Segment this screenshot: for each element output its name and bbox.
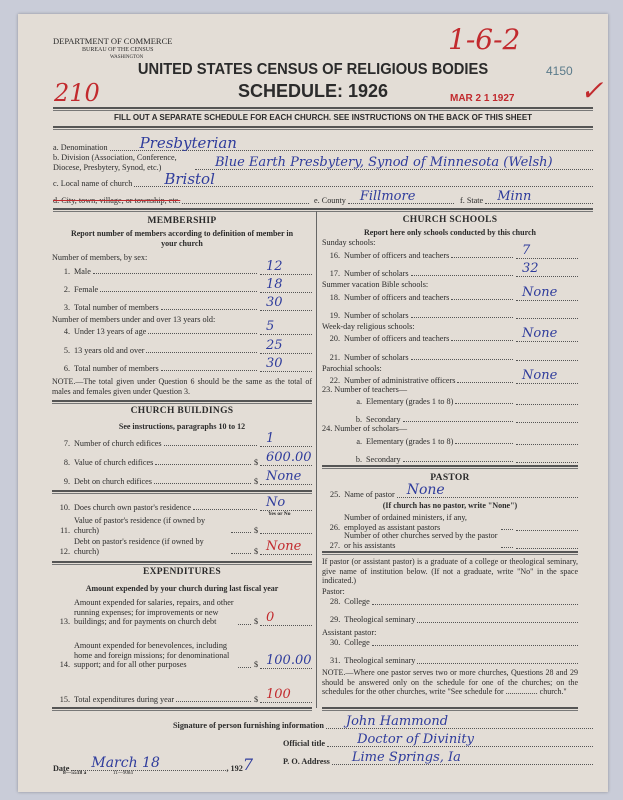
dotted-leader (193, 509, 257, 510)
question-label: Secondary (366, 414, 401, 424)
question-29-row[interactable] (322, 615, 578, 625)
yes-no-hint: Yes or No (268, 511, 291, 517)
answer-value: None (266, 539, 302, 554)
field-value: Bristol (164, 169, 215, 188)
answer-value: 7 (522, 243, 531, 258)
dotted-leader (397, 481, 578, 498)
census-schedule-form (18, 14, 608, 792)
official-title-field[interactable] (283, 731, 593, 749)
answer-field[interactable] (260, 687, 312, 703)
dotted-leader (176, 701, 251, 702)
answer-field[interactable] (516, 351, 578, 361)
question-number: 17. (329, 268, 340, 278)
question-2-row[interactable] (52, 277, 312, 294)
group-label: Number of members under and over 13 years old: (52, 315, 216, 324)
dotted-leader (164, 445, 257, 446)
answer-value: 5 (266, 319, 275, 334)
section-subheading: (If church has no pastor, write "None") (382, 501, 518, 510)
dollar-sign: $ (254, 660, 259, 669)
section-subheading: Report here only schools conducted by this church (364, 228, 536, 237)
question-number: 31. (330, 656, 341, 665)
answer-field[interactable] (260, 469, 312, 485)
dotted-leader (451, 340, 513, 341)
answer-field[interactable] (516, 521, 578, 531)
question-label: Under 13 years of age (74, 326, 147, 336)
dotted-leader (155, 464, 251, 465)
question-number: 29. (330, 615, 341, 624)
question-21-row[interactable] (322, 351, 578, 362)
question-b-row[interactable] (344, 413, 578, 424)
dotted-leader (161, 309, 257, 310)
divider (53, 107, 593, 111)
question-label: Number of administrative officers (344, 375, 456, 385)
dotted-leader (238, 624, 251, 625)
dotted-leader (161, 370, 257, 371)
question-number: 10. (59, 502, 70, 512)
question-number: 11. (60, 525, 70, 535)
divider (322, 551, 578, 555)
answer-field[interactable] (260, 277, 312, 293)
field-label: c. Local name of church (53, 179, 133, 188)
question-label: Female (74, 284, 99, 294)
answer-value: 30 (266, 356, 283, 371)
question-number: 4. (63, 326, 70, 336)
question-label: College (344, 638, 370, 647)
question-label: 13 years old and over (74, 345, 145, 355)
dotted-leader (501, 547, 513, 548)
answer-field[interactable] (260, 259, 312, 275)
field-label: f. State (460, 196, 484, 205)
dotted-leader (93, 273, 257, 274)
question-12-row[interactable] (52, 537, 312, 556)
local-name-field[interactable] (53, 169, 593, 189)
schedule-title: SCHEDULE: 1926 (237, 81, 389, 101)
divider (53, 126, 593, 130)
question-1-row[interactable] (52, 259, 312, 276)
answer-field[interactable] (516, 285, 578, 301)
question-label: Amount expended for benevolences, including home and foreign missions; for denominational support; and for all other purposes (74, 641, 230, 669)
state-field[interactable] (460, 188, 593, 206)
print-number: 11—9084 (113, 771, 133, 776)
answer-field[interactable] (516, 309, 578, 319)
field-label: Official title (283, 739, 326, 748)
washington-label: WASHINGTON (110, 55, 144, 60)
dotted-leader (411, 275, 513, 276)
question-number: a. (356, 436, 362, 446)
answer-field[interactable] (260, 495, 312, 511)
field-value: March 18 (91, 755, 160, 771)
question-3-row[interactable] (52, 295, 312, 312)
question-number: 22. (329, 375, 340, 385)
question-17-row[interactable] (322, 261, 578, 278)
question-9-row[interactable] (52, 469, 312, 486)
question-number: 30. (330, 638, 341, 647)
question-label: Number of ordained ministers, if any, employed as assistant pastors (344, 513, 467, 532)
question-label: Secondary (366, 454, 401, 464)
group-label: 24. Number of scholars— (322, 424, 408, 433)
question-label: Number of scholars (344, 352, 409, 362)
signature-field[interactable] (173, 713, 593, 731)
dotted-leader (417, 622, 578, 623)
form-number: 8—5518 a (63, 770, 87, 776)
field-value: John Hammond (345, 713, 449, 729)
answer-field[interactable] (516, 395, 578, 405)
group-label: Assistant pastor: (322, 628, 377, 637)
question-number: 5. (63, 345, 70, 355)
question-label: Elementary (grades 1 to 8) (366, 436, 454, 446)
question-label: Elementary (grades 1 to 8) (366, 396, 454, 406)
dollar-sign: $ (254, 617, 259, 626)
dotted-leader (455, 443, 513, 444)
instruction-banner: FILL OUT A SEPARATE SCHEDULE FOR EACH CHURCH. SEE INSTRUCTIONS ON THE BACK OF THIS SHEET (113, 113, 533, 122)
field-value: Minn (497, 188, 532, 204)
dotted-leader (457, 382, 513, 383)
dotted-leader (451, 299, 513, 300)
question-label: Amount expended for salaries, repairs, and other running expenses; for improvements or new buildings; and for payments on church debt (74, 598, 234, 626)
group-label: Week-day religious schools: (322, 322, 415, 331)
question-7-row[interactable] (52, 431, 312, 448)
dollar-sign: $ (254, 476, 259, 486)
answer-field[interactable] (260, 356, 312, 372)
question-label: Number of scholars (344, 310, 409, 320)
answer-field[interactable] (516, 368, 578, 384)
bureau-label: BUREAU OF THE CENSUS (82, 47, 154, 53)
question-number: 25. (330, 490, 341, 499)
question-label: Theological seminary (344, 615, 416, 624)
question-label: Total expenditures during year (74, 694, 175, 704)
question-number: 9. (63, 476, 70, 486)
question-label: Theological seminary (344, 656, 416, 665)
field-value: Lime Springs, Ia (351, 749, 461, 765)
dollar-sign: $ (254, 694, 259, 704)
question-15-row[interactable] (52, 687, 312, 704)
question-number: 13. (59, 617, 70, 626)
field-value: Fillmore (359, 188, 416, 204)
question-label: Name of pastor (344, 490, 395, 499)
divider (52, 707, 312, 711)
dotted-leader (231, 532, 251, 533)
form-title: UNITED STATES CENSUS OF RELIGIOUS BODIES (137, 61, 489, 78)
question-number: 14. (59, 660, 70, 669)
answer-field[interactable] (260, 609, 312, 626)
column-divider (316, 211, 317, 708)
dotted-leader (372, 604, 578, 605)
year-prefix: , 192 (226, 763, 243, 773)
question-number: 26. (329, 522, 340, 532)
question-label: Number of scholars (344, 268, 409, 278)
received-date-stamp: MAR 2 1 1927 (450, 93, 515, 104)
red-top-annotation: 1-6-2 (448, 23, 521, 56)
group-label: Sunday schools: (322, 238, 376, 247)
answer-value: No (266, 495, 286, 510)
question-number: a. (356, 396, 362, 406)
question-5-row[interactable] (52, 338, 312, 355)
question-label: Number of other churches served by the pastor or his assistants (344, 531, 498, 550)
section-subheading: See instructions, paragraphs 10 to 12 (118, 422, 246, 431)
dotted-leader (154, 483, 251, 484)
field-label: d. City, town, village, or township, etc. (53, 196, 181, 205)
question-27-row[interactable] (322, 531, 578, 550)
question-number: 27. (329, 540, 340, 550)
group-label: Number of members, by sex: (52, 253, 148, 262)
answer-field[interactable] (516, 539, 578, 549)
answer-value: 25 (266, 338, 283, 353)
question-6-row[interactable] (52, 356, 312, 373)
answer-field[interactable] (260, 338, 312, 354)
divider (53, 208, 593, 212)
group-label: Parochial schools: (322, 364, 382, 373)
question-13-row[interactable] (52, 598, 312, 627)
section-heading: MEMBERSHIP (147, 216, 217, 226)
answer-field[interactable] (516, 453, 578, 463)
denomination-field[interactable] (53, 133, 593, 153)
county-field[interactable] (314, 188, 454, 206)
question-b-row[interactable] (344, 453, 578, 464)
section-subheading: Amount expended by your church during last fiscal year (85, 584, 279, 593)
question-label: College (344, 597, 370, 606)
question-number: 2. (63, 284, 70, 294)
question-28-row[interactable] (322, 597, 578, 607)
answer-value: 12 (266, 259, 283, 274)
section-heading: EXPENDITURES (142, 567, 222, 577)
question-number: 20. (329, 333, 340, 343)
dotted-leader (411, 359, 513, 360)
dollar-sign: $ (254, 546, 259, 556)
question-number: 28. (330, 597, 341, 606)
question-a-row[interactable] (344, 435, 578, 446)
answer-value: 100 (266, 687, 291, 702)
dotted-leader (146, 352, 257, 353)
field-value: Doctor of Divinity (357, 731, 474, 747)
dotted-leader (451, 257, 513, 258)
question-label: Number of church edifices (74, 438, 162, 448)
question-number: 8. (63, 457, 70, 467)
answer-value: 30 (266, 295, 283, 310)
question-11-row[interactable] (52, 516, 312, 535)
answer-value: 100.00 (266, 652, 312, 668)
note-text: If pastor (or assistant pastor) is a graduate of a college or theological seminary, give name of institution below. (If not a graduate, write "No" in the space indicated.) (322, 557, 578, 585)
answer-value: None (522, 368, 558, 383)
dollar-sign: $ (254, 525, 259, 535)
question-number: 19. (329, 310, 340, 320)
question-number: 21. (329, 352, 340, 362)
section-subheading: Report number of members according to definition of member in your church (70, 229, 294, 248)
check-mark-icon: ✓ (580, 74, 604, 107)
dotted-leader (148, 333, 257, 334)
divider (322, 707, 578, 711)
answer-value: 0 (266, 609, 275, 625)
question-label: Debt on church edifices (74, 476, 152, 486)
dotted-leader (411, 317, 513, 318)
question-18-row[interactable] (322, 285, 578, 302)
divider (322, 465, 578, 469)
serial-number: 4150 (546, 64, 573, 78)
group-label: 23. Number of teachers— (322, 385, 408, 394)
section-heading: PASTOR (430, 473, 470, 483)
question-label: Number of officers and teachers (344, 333, 450, 343)
dotted-leader (372, 645, 578, 646)
division-field[interactable] (53, 153, 593, 172)
answer-value: None (406, 481, 445, 498)
question-label: Value of church edifices (74, 457, 154, 467)
dotted-leader (403, 461, 513, 462)
field-value: Presbyterian (139, 133, 237, 152)
question-number: 3. (63, 302, 70, 312)
question-label: Number of officers and teachers (344, 292, 450, 302)
po-address-field[interactable] (283, 749, 593, 767)
question-14-row[interactable] (52, 641, 312, 670)
answer-field[interactable] (516, 326, 578, 342)
question-label: Number of officers and teachers (344, 250, 450, 260)
question-number: b. (355, 414, 362, 424)
divider (52, 400, 312, 404)
group-label: Summer vacation Bible schools: (322, 280, 429, 289)
dotted-leader (403, 421, 513, 422)
field-value: Blue Earth Presbytery, Synod of Minnesota (Welsh) (215, 155, 553, 170)
year-digit: 7 (242, 755, 253, 774)
answer-field[interactable] (260, 450, 312, 466)
question-number: 16. (329, 250, 340, 260)
question-label: Does church own pastor's residence (74, 502, 191, 512)
question-label: Value of pastor's residence (if owned by church) (74, 516, 206, 535)
answer-field[interactable] (260, 524, 312, 534)
question-number: b. (355, 454, 362, 464)
answer-value: 600.00 (266, 450, 312, 465)
question-16-row[interactable] (322, 243, 578, 260)
question-30-row[interactable] (322, 638, 578, 648)
answer-value: None (266, 469, 302, 484)
dotted-leader (231, 553, 251, 554)
section-heading: CHURCH SCHOOLS (402, 215, 498, 225)
question-label: Total number of members (74, 302, 159, 312)
answer-field[interactable] (260, 539, 312, 555)
department-label: DEPARTMENT OF COMMERCE (53, 36, 173, 46)
question-number: 7. (63, 438, 70, 448)
answer-field[interactable] (516, 435, 578, 445)
field-label: e. County (314, 196, 346, 205)
divider (52, 490, 312, 494)
dotted-leader (501, 529, 513, 530)
field-label: Date (53, 763, 70, 773)
question-number: 12. (59, 546, 70, 556)
field-label: Signature of person furnishing information (173, 721, 324, 730)
question-31-row[interactable] (322, 656, 578, 666)
dotted-leader (238, 667, 251, 668)
question-label: Debt on pastor's residence (if owned by church) (74, 537, 204, 556)
dotted-leader (417, 663, 578, 664)
field-label: b. Division (Association, Conference, Diocese, Presbytery, Synod, etc.) (53, 153, 177, 172)
field-label: P. O. Address (283, 757, 330, 766)
answer-field[interactable] (260, 295, 312, 311)
question-26-row[interactable] (322, 513, 578, 532)
answer-value: None (522, 326, 558, 341)
dollar-sign: $ (254, 457, 259, 467)
answer-field[interactable] (260, 319, 312, 335)
question-25-row[interactable] (322, 481, 578, 500)
answer-value: None (522, 285, 558, 300)
answer-field[interactable] (516, 243, 578, 259)
question-number: 6. (63, 363, 70, 373)
group-label: Pastor: (322, 587, 345, 596)
dotted-leader (100, 291, 257, 292)
answer-value: 32 (522, 261, 539, 276)
answer-value: 18 (266, 277, 283, 292)
question-number: 1. (63, 266, 70, 276)
city-field[interactable] (53, 196, 309, 206)
question-8-row[interactable] (52, 450, 312, 467)
question-a-row[interactable] (344, 395, 578, 406)
answer-value: 1 (266, 431, 275, 446)
question-number: 15. (59, 694, 70, 704)
question-19-row[interactable] (322, 309, 578, 320)
red-number-annotation: 210 (54, 79, 100, 107)
divider (52, 561, 312, 565)
answer-field[interactable] (260, 431, 312, 447)
question-number: 18. (329, 292, 340, 302)
answer-field[interactable] (260, 652, 312, 669)
question-label: Male (74, 266, 91, 276)
note-text: NOTE.—The total given under Question 6 should be the same as the total of males and females given under Question 3. (52, 377, 312, 396)
section-heading: CHURCH BUILDINGS (130, 406, 234, 416)
question-label: Total number of members (74, 363, 159, 373)
dotted-leader (455, 403, 513, 404)
note-text: NOTE.—Where one pastor serves two or more churches, Questions 28 and 29 should be answered only on the schedule for one of the churches; on the schedules for the other churches, write "See schedule for ................ church." (322, 668, 578, 696)
answer-field[interactable] (516, 261, 578, 277)
answer-field[interactable] (516, 413, 578, 423)
field-label: a. Denomination (53, 143, 108, 152)
